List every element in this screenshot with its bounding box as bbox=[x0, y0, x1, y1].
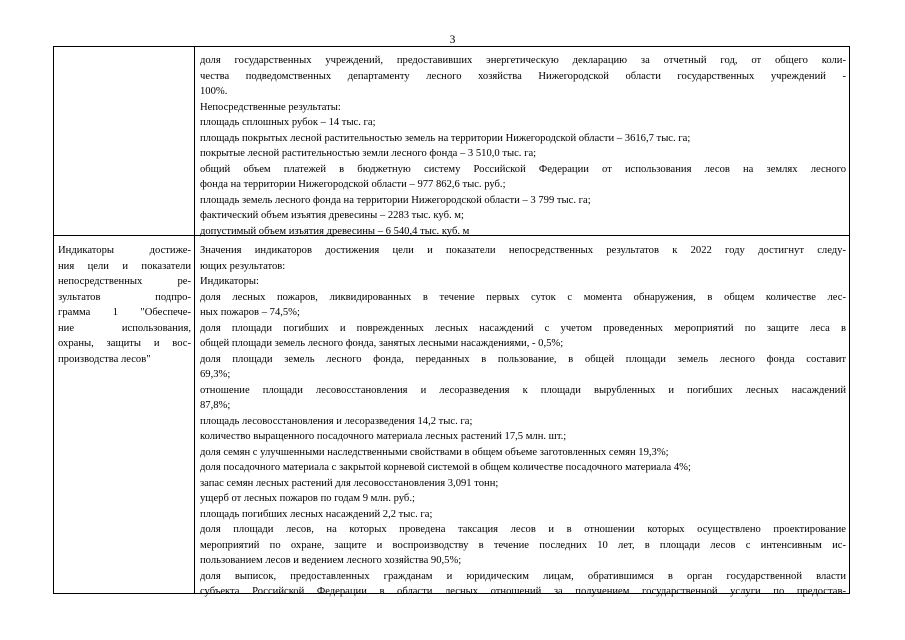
label-line: ния цели и показатели bbox=[58, 260, 191, 272]
text-line: ущерб от лесных пожаров по годам 9 млн. руб.; bbox=[200, 493, 415, 504]
text-line: субъекта Российской Федерации в области лесных отношений за получением государственной услуги по предостав- bbox=[200, 586, 846, 597]
text-line: доля государственных учреждений, предоставивших энергетическую декларацию за отчетный год, от общего коли- bbox=[200, 55, 846, 66]
text-line: общий объем платежей в бюджетную систему Российской Федерации от использования лесов на землях лесного bbox=[200, 163, 846, 175]
text-line: покрытые лесной растительностью земли лесного фонда – 3 510,0 тыс. га; bbox=[200, 148, 537, 159]
text-line: площадь погибших лесных насаждений 2,2 тыс. га; bbox=[200, 508, 433, 520]
text-line: доля площади лесов, на которых проведена таксация лесов и в отношении которых осуществлено проектирование bbox=[200, 524, 846, 535]
text-line: количество выращенного посадочного материала лесных растений 17,5 млн. шт.; bbox=[200, 431, 567, 442]
text-line: общей площади земель лесного фонда, занятых лесными насаждениями, - 0,5%; bbox=[200, 338, 564, 349]
text-line: пользованием лесов и ведением лесного хозяйства 90,5%; bbox=[200, 555, 462, 566]
text-line: Индикаторы: bbox=[200, 276, 259, 287]
label-line: непосредственных ре- bbox=[58, 276, 191, 287]
text-line: площадь земель лесного фонда на территории Нижегородской области – 3 799 тыс. га; bbox=[200, 194, 591, 206]
text-line: доля посадочного материала с закрытой корневой системой в общем количестве посадочного материала 4%; bbox=[200, 462, 691, 473]
label-line: ние использования, bbox=[58, 322, 191, 334]
text-line: запас семян лесных растений для лесовосстановления 3,091 тонн; bbox=[200, 477, 499, 489]
text-line: доля площади земель лесного фонда, переданных в пользование, в общей площади земель лесного фонда составит bbox=[200, 353, 846, 365]
text-line: фонда на территории Нижегородской области – 977 862,6 тыс. руб.; bbox=[200, 179, 506, 190]
text-line: доля семян с улучшенными наследственными свойствами в общем объеме заготовленных семян 19,3%; bbox=[200, 446, 669, 458]
text-line: мероприятий по охране, защите и воспроизводству в течение последних 10 лет, в площади лесов с интенсивным ис- bbox=[200, 539, 846, 551]
label-line: производства лесов" bbox=[58, 353, 151, 365]
text-line: 87,8%; bbox=[200, 400, 231, 411]
row2-label bbox=[58, 243, 191, 367]
text-line: доля площади погибших и поврежденных лесных насаждений с учетом проведенных мероприятий по защите леса в bbox=[200, 322, 846, 334]
page-number: 3 bbox=[449, 34, 456, 46]
label-line: зультатов подпро- bbox=[58, 291, 191, 303]
text-line: чества подведомственных департаменту лесного хозяйства Нижегородской области государственных учреждений - bbox=[200, 70, 846, 82]
text-line: фактический объем изъятия древесины – 2283 тыс. куб. м; bbox=[200, 210, 464, 221]
row1-content bbox=[200, 53, 846, 239]
text-line: ющих результатов: bbox=[200, 260, 286, 272]
row2-content bbox=[200, 243, 846, 600]
column-divider bbox=[194, 47, 195, 593]
text-line: доля лесных пожаров, ликвидированных в течение первых суток с момента обнаружения, в общем количестве лес- bbox=[200, 291, 846, 303]
text-line: площадь лесовосстановления и лесоразведения 14,2 тыс. га; bbox=[200, 415, 473, 427]
label-line: Индикаторы достиже- bbox=[58, 245, 191, 256]
text-line: Значения индикаторов достижения цели и показатели непосредственных результатов к 2022 году достигнут следу- bbox=[200, 245, 846, 256]
text-line: Непосредственные результаты: bbox=[200, 101, 341, 113]
text-line: отношение площади лесовосстановления и лесоразведения к площади вырубленных и погибших лесных насаждений bbox=[200, 384, 846, 396]
document-table bbox=[53, 46, 850, 597]
text-line: 69,3%; bbox=[200, 369, 231, 380]
text-line: площадь сплошных рубок – 14 тыс. га; bbox=[200, 117, 376, 128]
text-line: 100%. bbox=[200, 86, 228, 97]
text-line: допустимый объем изъятия древесины – 6 540,4 тыс. куб. м bbox=[200, 225, 470, 237]
label-line: грамма 1 "Обеспече- bbox=[58, 307, 191, 318]
text-line: площадь покрытых лесной растительностью земель на территории Нижегородской области – 3616,7 тыс. га; bbox=[200, 132, 691, 144]
text-line: ных пожаров – 74,5%; bbox=[200, 307, 300, 318]
text-line: доля выписок, предоставленных гражданам и юридическим лицам, обратившимся в орган государственной власти bbox=[200, 570, 846, 582]
label-line: охраны, защиты и вос- bbox=[58, 338, 191, 349]
